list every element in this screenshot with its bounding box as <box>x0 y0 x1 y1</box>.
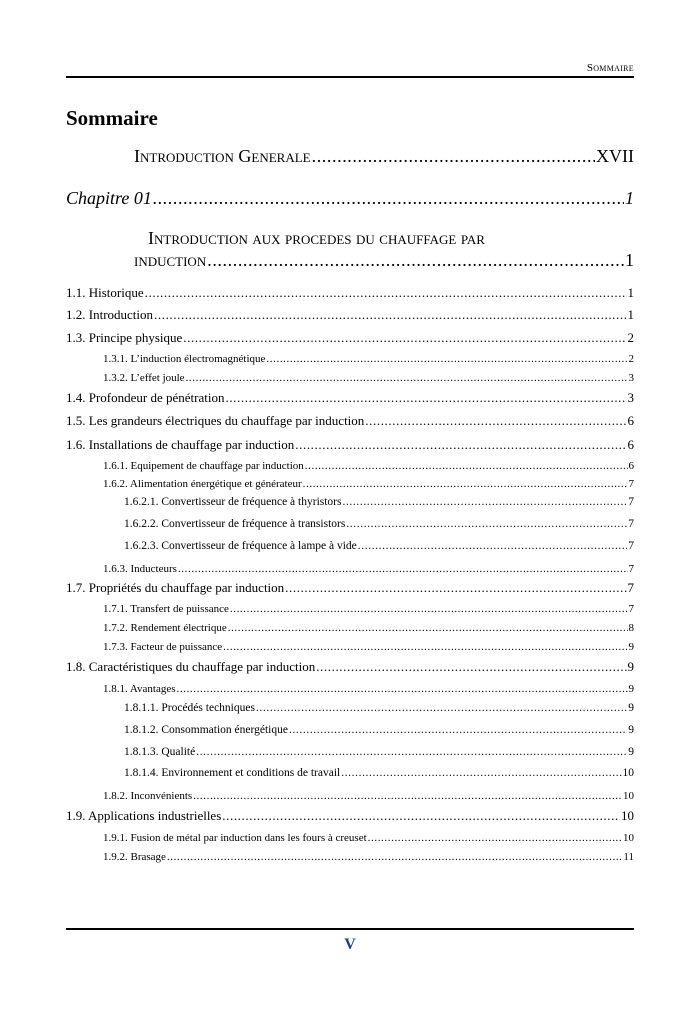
toc-entry-1-8-1-3[interactable] <box>124 746 634 758</box>
toc-entry-1-6-2-3[interactable] <box>124 540 634 552</box>
toc-label: 1.7.3. Facteur de puissance <box>103 641 223 653</box>
toc-label: 1.4. Profondeur de pénétration <box>66 390 225 405</box>
toc-leader <box>342 496 627 508</box>
page-title: Sommaire <box>66 106 158 130</box>
toc-page: 7 <box>627 580 634 595</box>
toc-page: 10 <box>623 790 634 802</box>
toc-chapter[interactable] <box>66 188 634 209</box>
toc-entry-1-4[interactable] <box>66 390 634 406</box>
toc-label: 1.3. Principe physique <box>66 330 183 345</box>
toc-entry-1-8-1[interactable] <box>103 683 634 695</box>
toc-entry-1-6-3[interactable] <box>103 563 634 575</box>
header-rule <box>66 76 634 78</box>
toc-label: 1.3.1. L’induction électromagnétique <box>103 353 266 365</box>
toc-page: 6 <box>628 460 634 472</box>
toc-page: 10 <box>622 767 634 779</box>
toc-label: 1.8.1.2. Consommation énergétique <box>124 724 288 736</box>
toc-leader <box>223 641 627 653</box>
toc-page: 6 <box>627 437 634 452</box>
toc-leader <box>154 307 626 323</box>
toc-entry-1-8-1-2[interactable] <box>124 724 634 736</box>
toc-label: 1.6.2.3. Convertisseur de fréquence à lampe à vide <box>124 540 357 552</box>
toc-leader <box>289 724 627 736</box>
toc-leader <box>145 285 627 301</box>
toc-label: 1.7.1. Transfert de puissance <box>103 603 229 615</box>
toc-page: 7 <box>628 563 634 575</box>
toc-leader <box>153 188 624 209</box>
toc-entry-1-8[interactable] <box>66 659 634 675</box>
toc-label: 1.7.2. Rendement électrique <box>103 622 227 634</box>
toc-leader <box>230 603 628 615</box>
toc-entry-1-6[interactable] <box>66 437 634 453</box>
toc-leader <box>312 146 595 167</box>
toc-page: 9 <box>628 724 634 736</box>
toc-leader <box>222 808 620 824</box>
toc-entry-1-6-2-1[interactable] <box>124 496 634 508</box>
toc-entry-1-7-1[interactable] <box>103 603 634 615</box>
page-number: V <box>344 936 356 953</box>
toc-page: 8 <box>628 622 634 634</box>
toc-leader <box>178 563 628 575</box>
toc-leader <box>207 250 624 271</box>
toc-entry-1-7[interactable] <box>66 580 634 596</box>
toc-entry-1-8-1-4[interactable] <box>124 767 634 779</box>
toc-leader <box>256 702 627 714</box>
toc-label: 1.9. Applications industrielles <box>66 808 222 823</box>
toc-page: 9 <box>628 641 634 653</box>
toc-leader <box>358 540 627 552</box>
toc-entry-1-6-2-2[interactable] <box>124 518 634 530</box>
toc-label: 1.8.1.4. Environnement et conditions de travail <box>124 767 341 779</box>
toc-label: 1.8.1.3. Qualité <box>124 746 196 758</box>
toc-label: 1.6.3. Inducteurs <box>103 563 177 575</box>
toc-label: 1.2. Introduction <box>66 307 154 322</box>
toc-page: 9 <box>628 702 634 714</box>
toc-label: 1.8. Caractéristiques du chauffage par induction <box>66 659 316 674</box>
toc-entry-1-9[interactable] <box>66 808 634 824</box>
toc-entry-1-9-1[interactable] <box>103 832 634 844</box>
toc-label: Chapitre 01 <box>66 188 152 208</box>
toc-page: XVII <box>596 146 634 166</box>
toc-page: 10 <box>623 832 634 844</box>
toc-label: 1.1. Historique <box>66 285 144 300</box>
toc-page: 7 <box>628 496 634 508</box>
toc-page: 1 <box>625 250 634 270</box>
toc-leader <box>196 746 627 758</box>
toc-page: 9 <box>628 683 634 695</box>
toc-label: 1.8.1.1. Procédés techniques <box>124 702 255 714</box>
toc-label: 1.9.1. Fusion de métal par induction dans les fours à creuset <box>103 832 367 844</box>
toc-label: 1.6.2. Alimentation énergétique et générateur <box>103 478 302 490</box>
toc-page: 11 <box>623 851 634 863</box>
toc-entry-1-8-1-1[interactable] <box>124 702 634 714</box>
footer-rule <box>66 928 634 930</box>
toc-entry-1-7-3[interactable] <box>103 641 634 653</box>
toc-leader <box>346 518 627 530</box>
toc-entry-1-9-2[interactable] <box>103 851 634 863</box>
toc-intro[interactable] <box>134 146 634 167</box>
toc-label: 1.8.1. Avantages <box>103 683 176 695</box>
toc-leader <box>316 659 626 675</box>
toc-page: 2 <box>627 330 634 345</box>
toc-label: Introduction Generale <box>134 146 311 166</box>
toc-label: 1.3.2. L’effet joule <box>103 372 185 384</box>
toc-label: 1.5. Les grandeurs électriques du chauffage par induction <box>66 413 365 428</box>
toc-entry-1-7-2[interactable] <box>103 622 634 634</box>
toc-page: 7 <box>628 518 634 530</box>
toc-entry-1-1[interactable] <box>66 285 634 301</box>
toc-page: 7 <box>628 540 634 552</box>
toc-page: 9 <box>627 659 634 674</box>
toc-page: 7 <box>628 478 634 490</box>
toc-label: 1.7. Propriétés du chauffage par induction <box>66 580 285 595</box>
toc-leader <box>303 478 628 490</box>
toc-page: 7 <box>628 603 634 615</box>
toc-leader <box>365 413 626 429</box>
running-header: Sommaire <box>586 62 634 74</box>
toc-leader <box>228 622 628 634</box>
toc-entry-1-8-2[interactable] <box>103 790 634 802</box>
toc-entry-1-3-1[interactable] <box>103 353 634 365</box>
toc-entry-1-6-2[interactable] <box>103 478 634 490</box>
toc-label: 1.8.2. Inconvénients <box>103 790 193 802</box>
toc-entry-1-6-1[interactable] <box>103 460 634 472</box>
toc-entry-1-3-2[interactable] <box>103 372 634 384</box>
toc-label: 1.6. Installations de chauffage par induction <box>66 437 295 452</box>
toc-chapter-title-line1: Introduction aux procedes du chauffage par <box>148 228 485 248</box>
toc-label: induction <box>134 250 207 270</box>
toc-leader <box>225 390 626 406</box>
toc-entry-1-2[interactable] <box>66 307 634 323</box>
toc-page: 6 <box>627 413 634 428</box>
toc-leader <box>305 460 628 472</box>
toc-leader <box>266 353 627 365</box>
toc-page: 3 <box>628 372 634 384</box>
toc-label: 1.6.1. Equipement de chauffage par induction <box>103 460 304 472</box>
toc-page: 1 <box>625 188 634 208</box>
toc-leader <box>183 330 626 346</box>
toc-leader <box>193 790 622 802</box>
toc-leader <box>186 372 628 384</box>
toc-entry-1-5[interactable] <box>66 413 634 429</box>
toc-leader <box>341 767 621 779</box>
toc-page: 3 <box>627 390 634 405</box>
toc-page: 9 <box>628 746 634 758</box>
toc-leader <box>177 683 628 695</box>
toc-page: 2 <box>628 353 634 365</box>
toc-leader <box>167 851 622 863</box>
toc-leader <box>368 832 622 844</box>
toc-label: 1.6.2.1. Convertisseur de fréquence à thyristors <box>124 496 342 508</box>
toc-label: 1.6.2.2. Convertisseur de fréquence à transistors <box>124 518 346 530</box>
toc-label: 1.9.2. Brasage <box>103 851 166 863</box>
toc-chapter-title[interactable] <box>134 250 634 271</box>
toc-page: 1 <box>627 285 634 300</box>
toc-leader <box>285 580 626 596</box>
toc-leader <box>295 437 626 453</box>
toc-entry-1-3[interactable] <box>66 330 634 346</box>
toc-page: 10 <box>621 808 634 823</box>
toc-page: 1 <box>627 307 634 322</box>
